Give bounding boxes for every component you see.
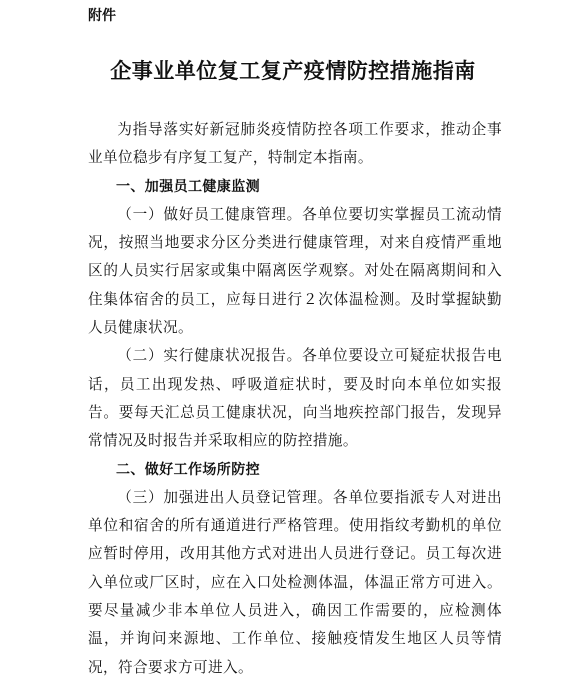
body-paragraph: （一）做好员工健康管理。各单位要切实掌握员工流动情况，按照当地要求分区分类进行健康管理，对来自疫情严重地区的人员实行居家或集中隔离医学观察。对处在隔离期间和入住集体宿舍的员工，应每日进行２次体温检测。及时掌握缺勤人员健康状况。	[88, 205, 502, 337]
section-heading: 二、做好工作场所防控	[116, 461, 260, 478]
body-paragraph: （三）加强进出人员登记管理。各单位要指派专人对进出单位和宿舍的所有通道进行严格管理。使用指纹考勤机的单位应暂时停用，改用其他方式对进出人员进行登记。员工每次进入单位或厂区时，应在入口处检测体温，体温正常方可进入。要尽量减少非本单位人员进入，确因工作需要的，应检测体温，并询问来源地、工作单位、接触疫情发生地区人员等情况，符合要求方可进入。	[88, 488, 502, 676]
section-heading: 一、加强员工健康监测	[116, 178, 260, 195]
document-title: 企事业单位复工复产疫情防控措施指南	[110, 58, 476, 83]
body-paragraph: （二）实行健康状况报告。各单位要设立可疑症状报告电话，员工出现发热、呼吸道症状时，要及时向本单位如实报告。要每天汇总员工健康状况，向当地疾控部门报告，发现异常情况及时报告并采取相应的防控措施。	[88, 347, 502, 450]
section-health-monitoring	[88, 173, 502, 456]
attachment-label: 附件	[88, 8, 116, 24]
section-workplace-prevention	[88, 456, 502, 682]
intro-paragraph: 为指导落实好新冠肺炎疫情防控各项工作要求，推动企事业单位稳步有序复工复产，特制定本指南。	[88, 121, 502, 167]
document-body	[88, 116, 502, 682]
